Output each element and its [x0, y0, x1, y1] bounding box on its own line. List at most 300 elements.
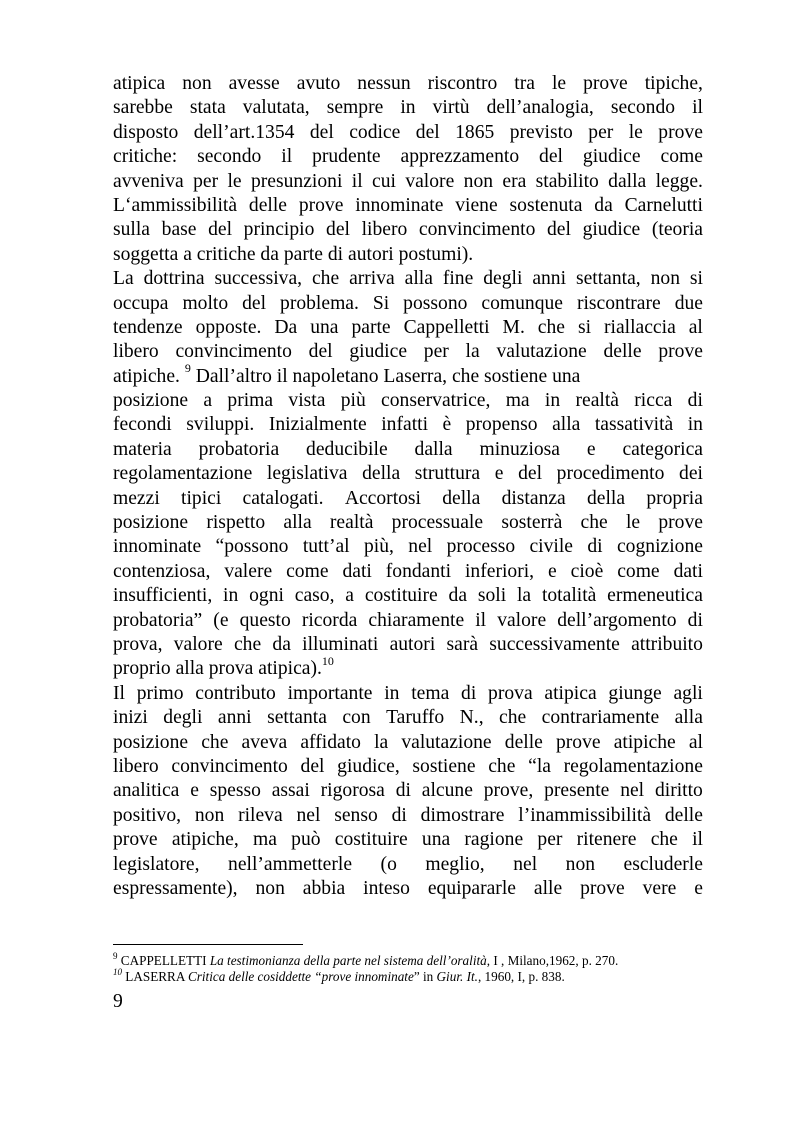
- word: critiche:: [113, 146, 178, 168]
- text-line: [113, 170, 703, 194]
- word: nel: [296, 804, 321, 826]
- word: “possono: [215, 536, 289, 558]
- footnote-9-rest: , I , Milano,1962, p. 270.: [486, 953, 619, 968]
- word: riscontro: [427, 73, 498, 94]
- word: problema.: [280, 292, 359, 314]
- word: sostenuta: [509, 194, 583, 216]
- word: in: [400, 97, 416, 119]
- text-line: [113, 731, 703, 755]
- word: importante: [287, 682, 373, 704]
- word: prove: [583, 73, 628, 94]
- word: (o: [380, 853, 397, 875]
- word: della: [587, 487, 626, 509]
- text-line: [113, 804, 703, 828]
- word: settanta,: [575, 268, 641, 290]
- word: dell’analogia,: [486, 97, 594, 119]
- word: che: [488, 755, 516, 777]
- word: la: [465, 341, 480, 363]
- word: non: [650, 268, 680, 290]
- line-text: atipiche.: [113, 365, 185, 387]
- word: del: [539, 146, 563, 168]
- word: il: [692, 829, 703, 851]
- word: come: [660, 146, 703, 168]
- word: insufficienti,: [113, 585, 213, 607]
- word: con: [342, 707, 371, 729]
- line-text-after-reference: Dall’altro il napoletano Laserra, che sostiene una: [190, 365, 581, 387]
- word: tipiche,: [644, 73, 703, 94]
- word: non: [463, 170, 494, 192]
- text-line: [113, 609, 703, 633]
- word: da: [272, 633, 291, 655]
- word: di: [687, 390, 703, 412]
- word: che: [537, 316, 565, 338]
- word: libero: [113, 755, 159, 777]
- footnote-9-author: CAPPELLETTI: [117, 953, 210, 968]
- word: giudice: [582, 146, 641, 168]
- word: 1865: [455, 121, 495, 143]
- word: atipica: [544, 682, 597, 704]
- word: inteso: [363, 877, 410, 899]
- word: Accortosi: [344, 487, 422, 509]
- word: due: [674, 292, 703, 314]
- word: fine: [442, 268, 474, 290]
- word: riallaccia: [603, 316, 676, 338]
- word: delle: [603, 341, 642, 363]
- word: dalla: [414, 438, 453, 460]
- word: Da: [274, 316, 298, 338]
- word: vere: [642, 877, 677, 899]
- word: N.,: [459, 707, 484, 729]
- word: delle: [664, 804, 703, 826]
- word: le: [551, 73, 567, 94]
- word: nel: [620, 780, 645, 802]
- word: tra: [514, 73, 535, 94]
- text-line: [113, 653, 703, 681]
- word: presunzioni: [250, 170, 343, 192]
- word: dell’argomento: [557, 609, 677, 631]
- footnote-reference: 9: [184, 361, 191, 376]
- footnote-10: [113, 966, 713, 985]
- word: contenziosa,: [113, 560, 211, 582]
- footnote-10-rest: , 1960, I, p. 838.: [477, 969, 565, 984]
- text-line: [113, 584, 703, 608]
- text-line: [113, 487, 703, 511]
- word: fondanti: [385, 560, 452, 582]
- word: prove: [658, 341, 703, 363]
- word: per: [537, 829, 563, 851]
- word: realtà: [329, 512, 374, 534]
- word: valere: [224, 560, 273, 582]
- word: prove: [113, 829, 158, 851]
- word: giudice: [582, 219, 641, 241]
- word: innominate: [113, 536, 202, 558]
- word: tema: [411, 682, 450, 704]
- word: alle: [533, 877, 563, 899]
- text-line: [113, 121, 703, 145]
- word: di: [461, 682, 477, 704]
- word: prove,: [483, 780, 534, 802]
- word: codice: [349, 121, 401, 143]
- text-line: [113, 340, 703, 364]
- word: avveniva: [113, 170, 184, 192]
- word: per: [193, 170, 219, 192]
- word: ricca: [634, 390, 673, 412]
- word: cui: [372, 170, 396, 192]
- text-line: [113, 828, 703, 852]
- text-line: [113, 511, 703, 535]
- word: aveva: [241, 731, 288, 753]
- word: delle: [504, 731, 543, 753]
- word: per: [423, 341, 449, 363]
- word: del: [300, 755, 325, 777]
- word: tutt’al: [302, 536, 350, 558]
- word: il: [351, 170, 363, 192]
- word: le: [628, 121, 643, 143]
- word: assai: [271, 780, 310, 802]
- word: in: [384, 682, 400, 704]
- word: secondo: [197, 146, 262, 168]
- text-line: [113, 72, 703, 96]
- word: prove: [555, 731, 601, 753]
- line-text: proprio alla prova atipica).: [113, 658, 322, 680]
- word: dati: [673, 560, 703, 582]
- word: procedimento: [556, 463, 665, 485]
- word: Carnelutti: [624, 194, 703, 216]
- word: legge.: [655, 170, 703, 192]
- word: può: [291, 829, 321, 851]
- word: chiaramente: [368, 609, 465, 631]
- text-line: [113, 706, 703, 730]
- body-text: [113, 72, 703, 901]
- word: Inizialmente: [268, 414, 367, 436]
- word: del: [326, 219, 350, 241]
- word: prove: [658, 512, 703, 534]
- word: il: [281, 146, 293, 168]
- word: a: [345, 585, 354, 607]
- word: stata: [189, 97, 226, 119]
- word: inferiori,: [464, 560, 535, 582]
- word: dei: [679, 463, 703, 485]
- word: possono: [403, 292, 468, 314]
- word: base: [161, 219, 197, 241]
- text-line: [113, 145, 703, 169]
- word: del: [547, 219, 571, 241]
- word: (e: [213, 609, 229, 631]
- word: positivo,: [113, 804, 182, 826]
- word: meglio,: [425, 853, 485, 875]
- word: dell’art.1354: [193, 121, 295, 143]
- word: diritto: [654, 780, 703, 802]
- word: virtù: [432, 97, 470, 119]
- word: più,: [363, 536, 394, 558]
- word: prove: [298, 194, 344, 216]
- word: valutazione: [401, 731, 492, 753]
- word: del: [518, 463, 543, 485]
- word: costituire: [364, 585, 438, 607]
- word: che: [650, 829, 678, 851]
- text-line: [113, 462, 703, 486]
- word: prova,: [113, 633, 163, 655]
- word: di: [395, 780, 411, 802]
- word: L‘ammissibilità: [113, 194, 238, 216]
- word: (teoria: [651, 219, 703, 241]
- word: l’inammissibilità: [518, 804, 652, 826]
- footnote-9: [113, 950, 713, 969]
- word: sarà: [446, 633, 479, 655]
- word: per: [588, 121, 614, 143]
- footnotes: [113, 950, 713, 985]
- word: molto: [182, 292, 229, 314]
- word: sviluppi.: [186, 414, 255, 436]
- word: valutazione: [496, 341, 587, 363]
- word: anni: [532, 268, 567, 290]
- word: civile: [529, 536, 574, 558]
- word: del: [415, 121, 440, 143]
- footnote-10-title: Critica delle cosiddette “prove innominate: [187, 969, 414, 984]
- word: che: [499, 707, 527, 729]
- text-line: [113, 633, 703, 657]
- word: minuziosa: [479, 438, 561, 460]
- word: da: [594, 194, 613, 216]
- word: illuminati: [302, 633, 379, 655]
- word: il: [475, 609, 487, 631]
- word: di: [391, 804, 407, 826]
- word: come: [617, 560, 660, 582]
- word: probatoria: [198, 438, 280, 460]
- word: soli: [477, 585, 507, 607]
- text-line: [113, 194, 703, 218]
- word: opposte.: [195, 316, 262, 338]
- word: degli: [483, 268, 523, 290]
- word: catalogati.: [242, 487, 324, 509]
- word: del: [308, 341, 333, 363]
- text-line: [113, 560, 703, 584]
- word: giudice: [349, 341, 408, 363]
- word: prove: [658, 121, 703, 143]
- word: settanta: [267, 707, 327, 729]
- word: le: [625, 512, 641, 534]
- word: distanza: [501, 487, 566, 509]
- word: non: [565, 853, 596, 875]
- word: a: [203, 390, 213, 412]
- footnote-10-author: LASERRA: [122, 969, 188, 984]
- word: presente: [544, 780, 610, 802]
- word: ritenere: [576, 829, 637, 851]
- word: apprezzamento: [400, 146, 520, 168]
- word: giunge: [608, 682, 662, 704]
- text-line: [113, 413, 703, 437]
- text-line: [113, 292, 703, 316]
- word: spesso: [209, 780, 261, 802]
- text-line: [113, 853, 703, 877]
- word: avesse: [228, 73, 280, 94]
- word: dati: [342, 560, 372, 582]
- footnote-10-number: 10: [113, 966, 122, 977]
- footnote-10-journal: Giur. It.: [436, 969, 478, 984]
- text-line: [113, 267, 703, 291]
- word: atipica: [113, 73, 166, 94]
- word: ricorda: [301, 609, 358, 631]
- word: convincimento: [171, 755, 288, 777]
- word: avuto: [296, 73, 341, 94]
- word: degli: [163, 707, 203, 729]
- word: sosterrà: [501, 512, 563, 534]
- word: ragione: [464, 829, 524, 851]
- word: previsto: [509, 121, 573, 143]
- word: è: [442, 414, 452, 436]
- word: nessun: [357, 73, 411, 94]
- word: contributo: [195, 682, 276, 704]
- word: dalla: [608, 170, 647, 192]
- text-line: [113, 438, 703, 462]
- text-line: [113, 96, 703, 120]
- word: posizione: [113, 731, 189, 753]
- word: si: [577, 316, 592, 338]
- word: rileva: [238, 804, 283, 826]
- word: secondo: [610, 97, 676, 119]
- word: tendenze: [113, 316, 183, 338]
- word: atipiche,: [171, 829, 239, 851]
- footnote-10-rest-before-journal: ” in: [413, 969, 437, 984]
- word: successiva,: [214, 268, 303, 290]
- word: il: [692, 97, 703, 119]
- word: ermeneutica: [607, 585, 703, 607]
- word: Cappelletti: [403, 316, 490, 338]
- word: rispetto: [206, 512, 266, 534]
- word: come: [286, 560, 329, 582]
- word: questo: [239, 609, 291, 631]
- word: fecondi: [113, 414, 172, 436]
- word: libero: [361, 219, 408, 241]
- word: regolamentazione: [563, 755, 703, 777]
- word: abbia: [302, 877, 346, 899]
- word: in: [223, 585, 239, 607]
- word: alla: [674, 707, 703, 729]
- word: del: [242, 292, 267, 314]
- word: Il: [113, 682, 125, 704]
- word: le: [227, 170, 242, 192]
- text-line: [113, 535, 703, 559]
- word: materia: [113, 438, 172, 460]
- word: ogni: [249, 585, 284, 607]
- text-line: [113, 682, 703, 706]
- word: era: [502, 170, 527, 192]
- line-text: soggetta a critiche da parte di autori postumi).: [113, 243, 474, 265]
- word: stabilito: [535, 170, 599, 192]
- word: che: [580, 512, 608, 534]
- word: cognizione: [616, 536, 703, 558]
- word: valore: [405, 170, 455, 192]
- word: prima: [227, 390, 274, 412]
- word: valore: [497, 609, 547, 631]
- footnote-9-title: La testimonianza della parte nel sistema dell’oralità: [209, 953, 487, 968]
- word: la: [374, 731, 389, 753]
- footnote-separator: [113, 944, 303, 945]
- word: disposto: [113, 121, 179, 143]
- word: affidato: [300, 731, 361, 753]
- word: deducibile: [306, 438, 388, 460]
- word: escluderle: [623, 853, 703, 875]
- word: infatti: [381, 414, 429, 436]
- word: propenso: [465, 414, 538, 436]
- word: valutata,: [242, 97, 310, 119]
- word: del: [309, 121, 334, 143]
- word: in: [544, 390, 561, 412]
- word: una: [310, 316, 339, 338]
- word: della: [442, 487, 481, 509]
- word: cioè: [570, 560, 604, 582]
- word: principio: [243, 219, 315, 241]
- word: La: [113, 268, 134, 290]
- word: Si: [372, 292, 390, 314]
- word: inizi: [113, 707, 148, 729]
- word: equipararle: [427, 877, 516, 899]
- word: e: [694, 877, 703, 899]
- word: giudice,: [337, 755, 400, 777]
- word: tipici: [181, 487, 222, 509]
- word: nel: [513, 853, 538, 875]
- word: prudente: [312, 146, 381, 168]
- text-line: [113, 877, 703, 901]
- word: la: [516, 585, 532, 607]
- word: mezzi: [113, 487, 160, 509]
- word: del: [208, 219, 233, 241]
- word: comunque: [481, 292, 563, 314]
- word: M.: [502, 316, 525, 338]
- word: al: [688, 316, 703, 338]
- word: prova: [488, 682, 533, 704]
- word: che: [201, 731, 229, 753]
- text-line: [113, 755, 703, 779]
- word: in: [687, 414, 703, 436]
- word: posizione: [113, 390, 189, 412]
- word: convincimento: [418, 219, 536, 241]
- word: struttura: [414, 463, 481, 485]
- word: realtà: [575, 390, 619, 412]
- word: Taruffo: [386, 707, 445, 729]
- word: più: [340, 390, 366, 412]
- word: sulla: [113, 219, 151, 241]
- word: convincimento: [175, 341, 292, 363]
- word: ma: [505, 390, 530, 412]
- word: “la: [528, 755, 551, 777]
- word: tassatività: [594, 414, 674, 436]
- word: conservatrice,: [381, 390, 491, 412]
- word: legislativa: [266, 463, 348, 485]
- word: costituire: [334, 829, 408, 851]
- word: agli: [673, 682, 703, 704]
- word: riscontrare: [576, 292, 661, 314]
- word: libero: [113, 341, 159, 363]
- word: atipiche: [613, 731, 676, 753]
- word: di: [587, 536, 603, 558]
- text-line: [113, 218, 703, 242]
- word: anni: [217, 707, 252, 729]
- word: contrariamente: [541, 707, 660, 729]
- word: alla: [283, 512, 312, 534]
- word: e: [586, 438, 596, 460]
- word: rigorosa: [320, 780, 385, 802]
- word: occupa: [113, 292, 169, 314]
- word: propria: [646, 487, 703, 509]
- word: attribuito: [631, 633, 703, 655]
- word: nell’ammetterle: [228, 853, 353, 875]
- word: espressamente),: [113, 877, 238, 899]
- word: primo: [136, 682, 184, 704]
- footnote-9-number: 9: [113, 950, 118, 961]
- word: processuale: [391, 512, 484, 534]
- word: totalità: [541, 585, 597, 607]
